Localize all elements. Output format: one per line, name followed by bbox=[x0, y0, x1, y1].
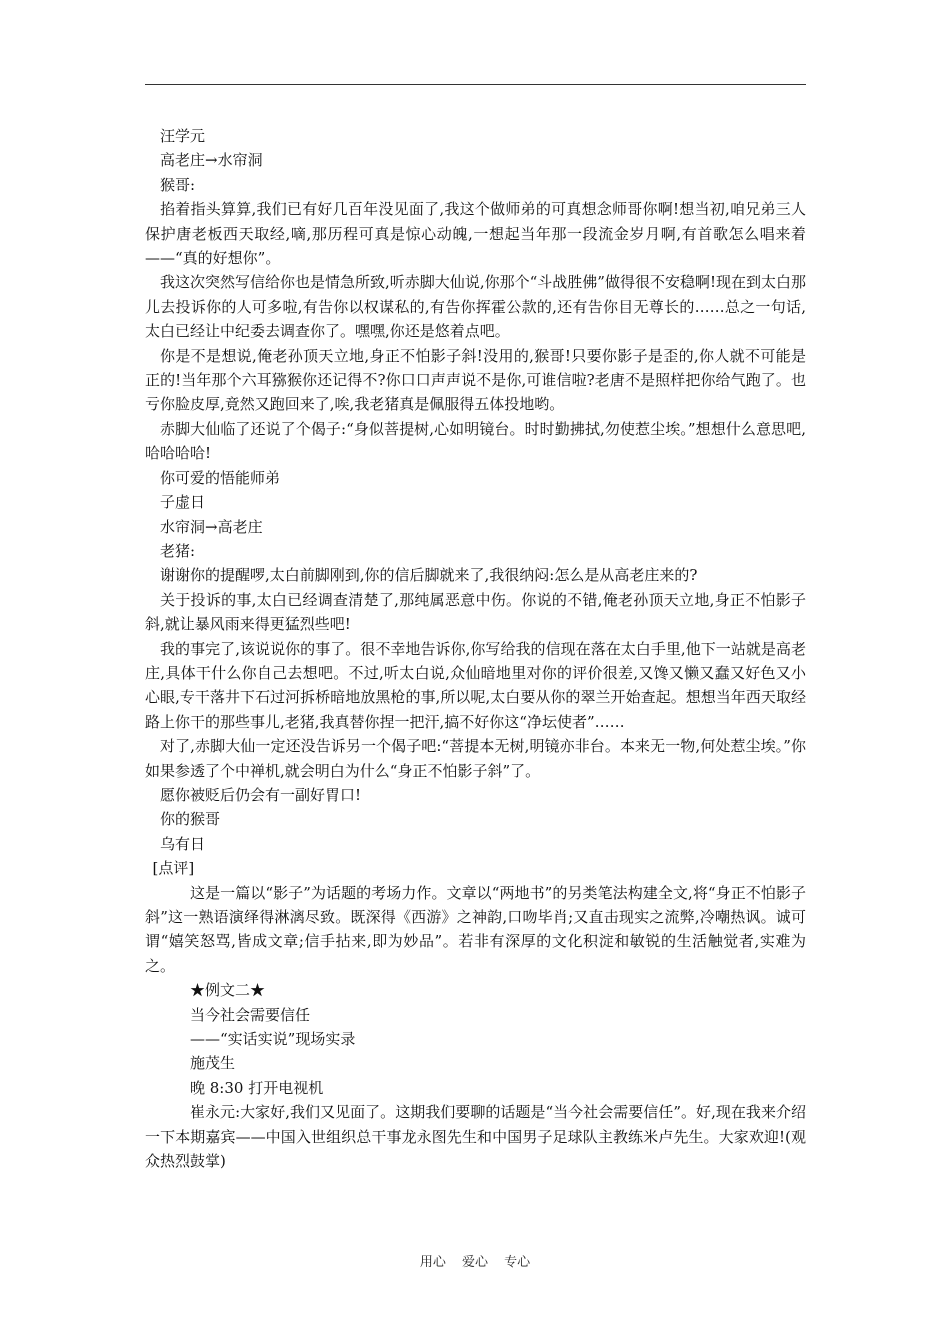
essay-title: 当今社会需要信任 bbox=[190, 1005, 311, 1024]
review-paragraph: 这是一篇以“影子”为话题的考场力作。文章以“两地书”的另类笔法构建全文,将“身正不怕影子斜”这一熟语演绎得淋漓尽致。既深得《西游》之神韵,口吻毕肖;又直击现实之流弊,冷嘲热讽。诚可谓“嬉笑怒骂,皆成文章;信手拈来,即为妙品”。若非有深厚的文化积淀和敏锐的生活触觉者,实难为之。 bbox=[145, 883, 806, 975]
letter-paragraph: 掐着指头算算,我们已有好几百年没见面了,我这个做师弟的可真想念师哥你啊!想当初,咱兄弟三人保护唐老板西天取经,嘀,那历程可真是惊心动魄,一想起当年那一段流金岁月啊,有首歌怎么唱来着——“真的好想你”。 bbox=[145, 200, 806, 268]
document-body bbox=[145, 124, 806, 1173]
example-heading: ★例文二★ bbox=[190, 981, 266, 1000]
essay-subtitle: ——“实话实说”现场实录 bbox=[190, 1030, 356, 1049]
letter-paragraph: 你是不是想说,俺老孙顶天立地,身正不怕影子斜!没用的,猴哥!只要你影子是歪的,你人就不可能是正的!当年那个六耳猕猴你还记得不?你口口声声说不是你,可谁信啦?老唐不是照样把你给气跑了。也亏你脸皮厚,竟然又跑回来了,唉,我老猪真是佩服得五体投地哟。 bbox=[145, 346, 806, 414]
letter-paragraph: 关于投诉的事,太白已经调查清楚了,那纯属恶意中伤。你说的不错,俺老孙顶天立地,身正不怕影子斜,就让暴风雨来得更猛烈些吧! bbox=[145, 590, 806, 634]
header-rule bbox=[145, 84, 806, 85]
letter-route: 高老庄→水帘洞 bbox=[160, 151, 263, 170]
letter-paragraph: 对了,赤脚大仙一定还没告诉另一个偈子吧:“菩提本无树,明镜亦非台。本来无一物,何处惹尘埃。”你如果参透了个中禅机,就会明白为什么“身正不怕影子斜”了。 bbox=[145, 737, 806, 780]
essay-paragraph: 崔永元:大家好,我们又见面了。这期我们要聊的话题是“当今社会需要信任”。好,现在我来介绍一下本期嘉宾——中国入世组织总干事龙永图先生和中国男子足球队主教练米卢先生。大家欢迎!(观众热烈鼓掌) bbox=[145, 1103, 806, 1171]
letter-paragraph: 我的事完了,该说说你的事了。很不幸地告诉你,你写给我的信现在落在太白手里,他下一站就是高老庄,具体干什么你自己去想吧。不过,听太白说,众仙暗地里对你的评价很差,又馋又懒又蠢又好色又小心眼,专干落井下石过河拆桥暗地放黑枪的事,所以呢,太白要从你的翠兰开始查起。想想当年西天取经路上你干的那些事儿,老猪,我真替你捏一把汗,搞不好你这“净坛使者”…… bbox=[145, 639, 806, 731]
review-heading: [点评] bbox=[152, 859, 195, 878]
author-line: 汪学元 bbox=[160, 127, 206, 145]
letter-date: 乌有日 bbox=[160, 834, 206, 853]
essay-author: 施茂生 bbox=[190, 1054, 236, 1073]
letter-signature: 你可爱的悟能师弟 bbox=[160, 468, 281, 487]
letter-signature: 你的猴哥 bbox=[160, 810, 221, 829]
letter-date: 子虚日 bbox=[160, 493, 206, 512]
letter-paragraph: 赤脚大仙临了还说了个偈子:“身似菩提树,心如明镜台。时时勤拂拭,勿使惹尘埃。”想想什么意思吧,哈哈哈哈! bbox=[145, 419, 806, 463]
letter-salutation: 猴哥: bbox=[160, 175, 196, 194]
letter-paragraph: 我这次突然写信给你也是情急所致,听赤脚大仙说,你那个“斗战胜佛”做得很不安稳啊!现在到太白那儿去投诉你的人可多啦,有告你以权谋私的,有告你挥霍公款的,还有告你目无尊长的……总之一句话,太白已经让中纪委去调查你了。嘿嘿,你还是悠着点吧。 bbox=[145, 273, 806, 341]
letter-salutation: 老猪: bbox=[160, 541, 196, 560]
letter-closing: 愿你被贬后仍会有一副好胃口! bbox=[160, 785, 362, 804]
letter-paragraph: 谢谢你的提醒啰,太白前脚刚到,你的信后脚就来了,我很纳闷:怎么是从高老庄来的? bbox=[160, 566, 698, 585]
essay-time-line: 晚 8:30 打开电视机 bbox=[190, 1078, 324, 1097]
letter-route: 水帘洞→高老庄 bbox=[160, 517, 263, 536]
page-footer: 用心 爱心 专心 bbox=[419, 1255, 531, 1270]
